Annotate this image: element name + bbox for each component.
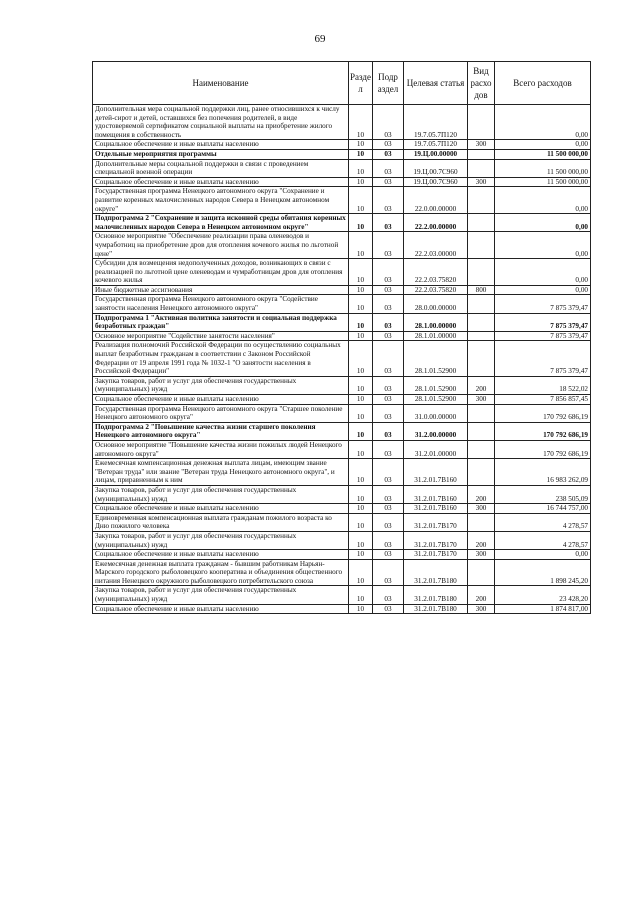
cell-expense-type [468, 331, 495, 341]
cell-razdel: 10 [349, 404, 373, 422]
cell-total: 0,00 [495, 214, 591, 232]
cell-razdel: 10 [349, 313, 373, 331]
cell-podrazdel: 03 [373, 395, 404, 405]
cell-expense-type [468, 422, 495, 440]
cell-target-article: 28.1.01.52900 [404, 341, 468, 376]
cell-expense-type [468, 341, 495, 376]
cell-expense-type [468, 559, 495, 586]
cell-target-article: 31.2.01.7В170 [404, 513, 468, 531]
table-row [93, 159, 591, 177]
cell-razdel: 10 [349, 149, 373, 159]
cell-expense-type: 800 [468, 285, 495, 295]
table-row [93, 485, 591, 503]
cell-total: 4 278,57 [495, 531, 591, 549]
table-row [93, 531, 591, 549]
cell-name: Иные бюджетные ассигнования [93, 285, 349, 295]
cell-total: 7 875 379,47 [495, 341, 591, 376]
table-row [93, 313, 591, 331]
cell-total: 1 898 245,20 [495, 559, 591, 586]
cell-name: Социальное обеспечение и иные выплаты населению [93, 504, 349, 514]
table-row [93, 513, 591, 531]
cell-name: Основное мероприятие "Содействие занятости населения" [93, 331, 349, 341]
cell-total: 16 744 757,00 [495, 504, 591, 514]
table-row [93, 140, 591, 150]
cell-expense-type: 200 [468, 376, 495, 394]
cell-podrazdel: 03 [373, 376, 404, 394]
header-expense-type: Вид расхо дов [468, 62, 495, 105]
cell-expense-type: 300 [468, 550, 495, 560]
cell-name: Основное мероприятие "Обеспечение реализации права оленеводов и чумработниц на приобретение дров для отопления кочевого жилья по льготной цене" [93, 232, 349, 259]
cell-podrazdel: 03 [373, 604, 404, 614]
table-row [93, 440, 591, 458]
cell-podrazdel: 03 [373, 440, 404, 458]
table-row [93, 341, 591, 376]
cell-razdel: 10 [349, 550, 373, 560]
cell-total: 11 500 000,00 [495, 159, 591, 177]
cell-podrazdel: 03 [373, 149, 404, 159]
cell-podrazdel: 03 [373, 214, 404, 232]
cell-podrazdel: 03 [373, 550, 404, 560]
cell-podrazdel: 03 [373, 140, 404, 150]
cell-expense-type: 200 [468, 586, 495, 604]
cell-total: 0,00 [495, 550, 591, 560]
cell-expense-type: 200 [468, 531, 495, 549]
cell-total: 0,00 [495, 232, 591, 259]
table-row [93, 331, 591, 341]
cell-name: Ежемесячная компенсационная денежная выплата лицам, имеющим звание "Ветеран труда" или звание "Ветеран труда Ненецкого автономного округа", и лицам, приравненным к ним [93, 459, 349, 486]
cell-name: Закупка товаров, работ и услуг для обеспечения государственных (муниципальных) нужд [93, 531, 349, 549]
cell-target-article: 19.7.05.7П120 [404, 140, 468, 150]
table-row [93, 232, 591, 259]
header-podrazdel: Подр аздел [373, 62, 404, 105]
cell-razdel: 10 [349, 559, 373, 586]
cell-name: Дополнительная мера социальной поддержки лиц, ранее относившихся к числу детей-сирот и детей, оставшихся без попечения родителей, в виде удостоверяемой сертификатом социальной выплаты на приобретение жилого помещения в собственность [93, 105, 349, 140]
cell-expense-type [468, 313, 495, 331]
cell-name: Социальное обеспечение и иные выплаты населению [93, 140, 349, 150]
cell-razdel: 10 [349, 177, 373, 187]
cell-podrazdel: 03 [373, 504, 404, 514]
cell-razdel: 10 [349, 504, 373, 514]
cell-expense-type [468, 214, 495, 232]
cell-expense-type [468, 159, 495, 177]
cell-name: Подпрограмма 2 "Повышение качества жизни старшего поколения Ненецкого автономного округа" [93, 422, 349, 440]
cell-target-article: 22.2.03.75820 [404, 259, 468, 286]
cell-expense-type [468, 295, 495, 313]
table-row [93, 422, 591, 440]
cell-target-article: 31.2.01.7В160 [404, 485, 468, 503]
cell-name: Социальное обеспечение и иные выплаты населению [93, 177, 349, 187]
cell-expense-type [468, 459, 495, 486]
header-razdel: Разде л [349, 62, 373, 105]
cell-total: 4 278,57 [495, 513, 591, 531]
cell-razdel: 10 [349, 214, 373, 232]
cell-razdel: 10 [349, 187, 373, 214]
cell-target-article: 31.2.01.7В180 [404, 586, 468, 604]
cell-podrazdel: 03 [373, 586, 404, 604]
cell-razdel: 10 [349, 159, 373, 177]
cell-target-article: 19.Ц.00.00000 [404, 149, 468, 159]
cell-expense-type: 300 [468, 177, 495, 187]
cell-name: Закупка товаров, работ и услуг для обеспечения государственных (муниципальных) нужд [93, 586, 349, 604]
cell-razdel: 10 [349, 285, 373, 295]
cell-razdel: 10 [349, 259, 373, 286]
cell-podrazdel: 03 [373, 232, 404, 259]
cell-name: Государственная программа Ненецкого автономного округа "Содействие занятости населения Ненецкого автономного округа" [93, 295, 349, 313]
table-row [93, 259, 591, 286]
cell-podrazdel: 03 [373, 159, 404, 177]
cell-target-article: 31.2.01.00000 [404, 440, 468, 458]
cell-total: 11 500 000,00 [495, 149, 591, 159]
cell-expense-type [468, 187, 495, 214]
cell-total: 16 983 262,09 [495, 459, 591, 486]
cell-total: 0,00 [495, 105, 591, 140]
table-row [93, 149, 591, 159]
cell-expense-type [468, 259, 495, 286]
cell-razdel: 10 [349, 341, 373, 376]
cell-name: Социальное обеспечение и иные выплаты населению [93, 604, 349, 614]
cell-expense-type [468, 513, 495, 531]
cell-target-article: 31.2.01.7В170 [404, 550, 468, 560]
table-row [93, 187, 591, 214]
table-row [93, 604, 591, 614]
cell-target-article: 28.1.00.00000 [404, 313, 468, 331]
cell-podrazdel: 03 [373, 105, 404, 140]
cell-total: 11 500 000,00 [495, 177, 591, 187]
cell-total: 0,00 [495, 140, 591, 150]
cell-name: Ежемесячная денежная выплата гражданам - бывшим работникам Нарьян-Марского городского рыболовецкого кооператива и объединения общественного питания Ненецкого окружного рыболовецкого потребительского союза [93, 559, 349, 586]
table-body [93, 105, 591, 614]
cell-razdel: 10 [349, 485, 373, 503]
header-name: Наименование [93, 62, 349, 105]
cell-expense-type [468, 232, 495, 259]
cell-razdel: 10 [349, 105, 373, 140]
cell-razdel: 10 [349, 531, 373, 549]
cell-name: Социальное обеспечение и иные выплаты населению [93, 550, 349, 560]
cell-name: Реализация полномочий Российской Федерации по осуществлению социальных выплат безработным гражданам в соответствии с Законом Российской Федерации от 19 апреля 1991 года № 1032-1 "О занятости населения в Российской Федерации" [93, 341, 349, 376]
cell-name: Субсидии для возмещения недополученных доходов, возникающих в связи с реализацией по льготной цене оленеводам и чумработницам дров для отопления кочевого жилья [93, 259, 349, 286]
cell-razdel: 10 [349, 459, 373, 486]
table-row [93, 285, 591, 295]
cell-razdel: 10 [349, 513, 373, 531]
cell-target-article: 28.1.01.00000 [404, 331, 468, 341]
cell-podrazdel: 03 [373, 177, 404, 187]
cell-total: 0,00 [495, 187, 591, 214]
cell-name: Государственная программа Ненецкого автономного округа "Старшее поколение Ненецкого автономного округа" [93, 404, 349, 422]
budget-table [92, 61, 591, 614]
cell-razdel: 10 [349, 422, 373, 440]
cell-podrazdel: 03 [373, 313, 404, 331]
page-number: 69 [314, 33, 326, 45]
table-row [93, 404, 591, 422]
table-row [93, 177, 591, 187]
cell-razdel: 10 [349, 376, 373, 394]
table-row [93, 559, 591, 586]
cell-expense-type [468, 105, 495, 140]
cell-razdel: 10 [349, 295, 373, 313]
cell-expense-type: 300 [468, 140, 495, 150]
cell-target-article: 22.2.03.75820 [404, 285, 468, 295]
cell-name: Основное мероприятие "Повышение качества жизни пожилых людей Ненецкого автономного округа" [93, 440, 349, 458]
cell-name: Закупка товаров, работ и услуг для обеспечения государственных (муниципальных) нужд [93, 376, 349, 394]
cell-expense-type [468, 149, 495, 159]
cell-podrazdel: 03 [373, 459, 404, 486]
cell-name: Социальное обеспечение и иные выплаты населению [93, 395, 349, 405]
cell-target-article: 22.2.03.00000 [404, 232, 468, 259]
cell-total: 0,00 [495, 259, 591, 286]
cell-total: 18 522,02 [495, 376, 591, 394]
cell-total: 7 875 379,47 [495, 331, 591, 341]
cell-target-article: 31.2.01.7В160 [404, 459, 468, 486]
cell-name: Подпрограмма 1 "Активная политика занятости и социальная поддержка безработных граждан" [93, 313, 349, 331]
table-row [93, 395, 591, 405]
cell-expense-type: 300 [468, 395, 495, 405]
cell-podrazdel: 03 [373, 513, 404, 531]
cell-target-article: 28.1.01.52900 [404, 395, 468, 405]
cell-razdel: 10 [349, 604, 373, 614]
cell-total: 7 875 379,47 [495, 295, 591, 313]
cell-razdel: 10 [349, 232, 373, 259]
table-row [93, 459, 591, 486]
cell-target-article: 22.2.00.00000 [404, 214, 468, 232]
cell-target-article: 31.2.01.7В180 [404, 604, 468, 614]
cell-razdel: 10 [349, 440, 373, 458]
cell-total: 7 875 379,47 [495, 313, 591, 331]
cell-podrazdel: 03 [373, 259, 404, 286]
cell-razdel: 10 [349, 395, 373, 405]
cell-razdel: 10 [349, 586, 373, 604]
cell-total: 238 505,09 [495, 485, 591, 503]
table-row [93, 295, 591, 313]
cell-podrazdel: 03 [373, 485, 404, 503]
table-row [93, 105, 591, 140]
cell-expense-type: 200 [468, 485, 495, 503]
cell-podrazdel: 03 [373, 531, 404, 549]
cell-expense-type: 300 [468, 504, 495, 514]
cell-name: Закупка товаров, работ и услуг для обеспечения государственных (муниципальных) нужд [93, 485, 349, 503]
cell-target-article: 31.2.01.7В160 [404, 504, 468, 514]
cell-target-article: 19.Ц.00.7С960 [404, 159, 468, 177]
header-total: Всего расходов [495, 62, 591, 105]
table-row [93, 504, 591, 514]
cell-target-article: 28.1.01.52900 [404, 376, 468, 394]
cell-podrazdel: 03 [373, 422, 404, 440]
cell-razdel: 10 [349, 140, 373, 150]
cell-total: 0,00 [495, 285, 591, 295]
cell-name: Отдельные мероприятия программы [93, 149, 349, 159]
cell-podrazdel: 03 [373, 285, 404, 295]
table-header-row [93, 62, 591, 105]
cell-total: 170 792 686,19 [495, 440, 591, 458]
cell-target-article: 22.0.00.00000 [404, 187, 468, 214]
cell-podrazdel: 03 [373, 187, 404, 214]
header-target-article: Целевая статья [404, 62, 468, 105]
table-row [93, 214, 591, 232]
cell-podrazdel: 03 [373, 295, 404, 313]
cell-total: 7 856 857,45 [495, 395, 591, 405]
cell-expense-type [468, 404, 495, 422]
cell-name: Дополнительные меры социальной поддержки в связи с проведением специальной военной операции [93, 159, 349, 177]
cell-target-article: 28.0.00.00000 [404, 295, 468, 313]
table-row [93, 550, 591, 560]
cell-podrazdel: 03 [373, 404, 404, 422]
cell-total: 170 792 686,19 [495, 422, 591, 440]
cell-name: Государственная программа Ненецкого автономного округа "Сохранение и развитие коренных малочисленных народов Севера в Ненецком автономном округе" [93, 187, 349, 214]
cell-expense-type: 300 [468, 604, 495, 614]
cell-target-article: 31.2.01.7В170 [404, 531, 468, 549]
cell-target-article: 19.Ц.00.7С960 [404, 177, 468, 187]
cell-podrazdel: 03 [373, 331, 404, 341]
cell-target-article: 31.2.01.7В180 [404, 559, 468, 586]
cell-name: Подпрограмма 2 "Сохранение и защита исконной среды обитания коренных малочисленных народов Севера в Ненецком автономном округе" [93, 214, 349, 232]
cell-target-article: 19.7.05.7П120 [404, 105, 468, 140]
cell-target-article: 31.0.00.00000 [404, 404, 468, 422]
cell-target-article: 31.2.00.00000 [404, 422, 468, 440]
table-row [93, 586, 591, 604]
cell-total: 23 428,20 [495, 586, 591, 604]
cell-podrazdel: 03 [373, 559, 404, 586]
cell-podrazdel: 03 [373, 341, 404, 376]
cell-expense-type [468, 440, 495, 458]
cell-total: 1 874 817,00 [495, 604, 591, 614]
cell-razdel: 10 [349, 331, 373, 341]
cell-total: 170 792 686,19 [495, 404, 591, 422]
cell-name: Единовременная компенсационная выплата гражданам пожилого возраста ко Дню пожилого человека [93, 513, 349, 531]
table-row [93, 376, 591, 394]
